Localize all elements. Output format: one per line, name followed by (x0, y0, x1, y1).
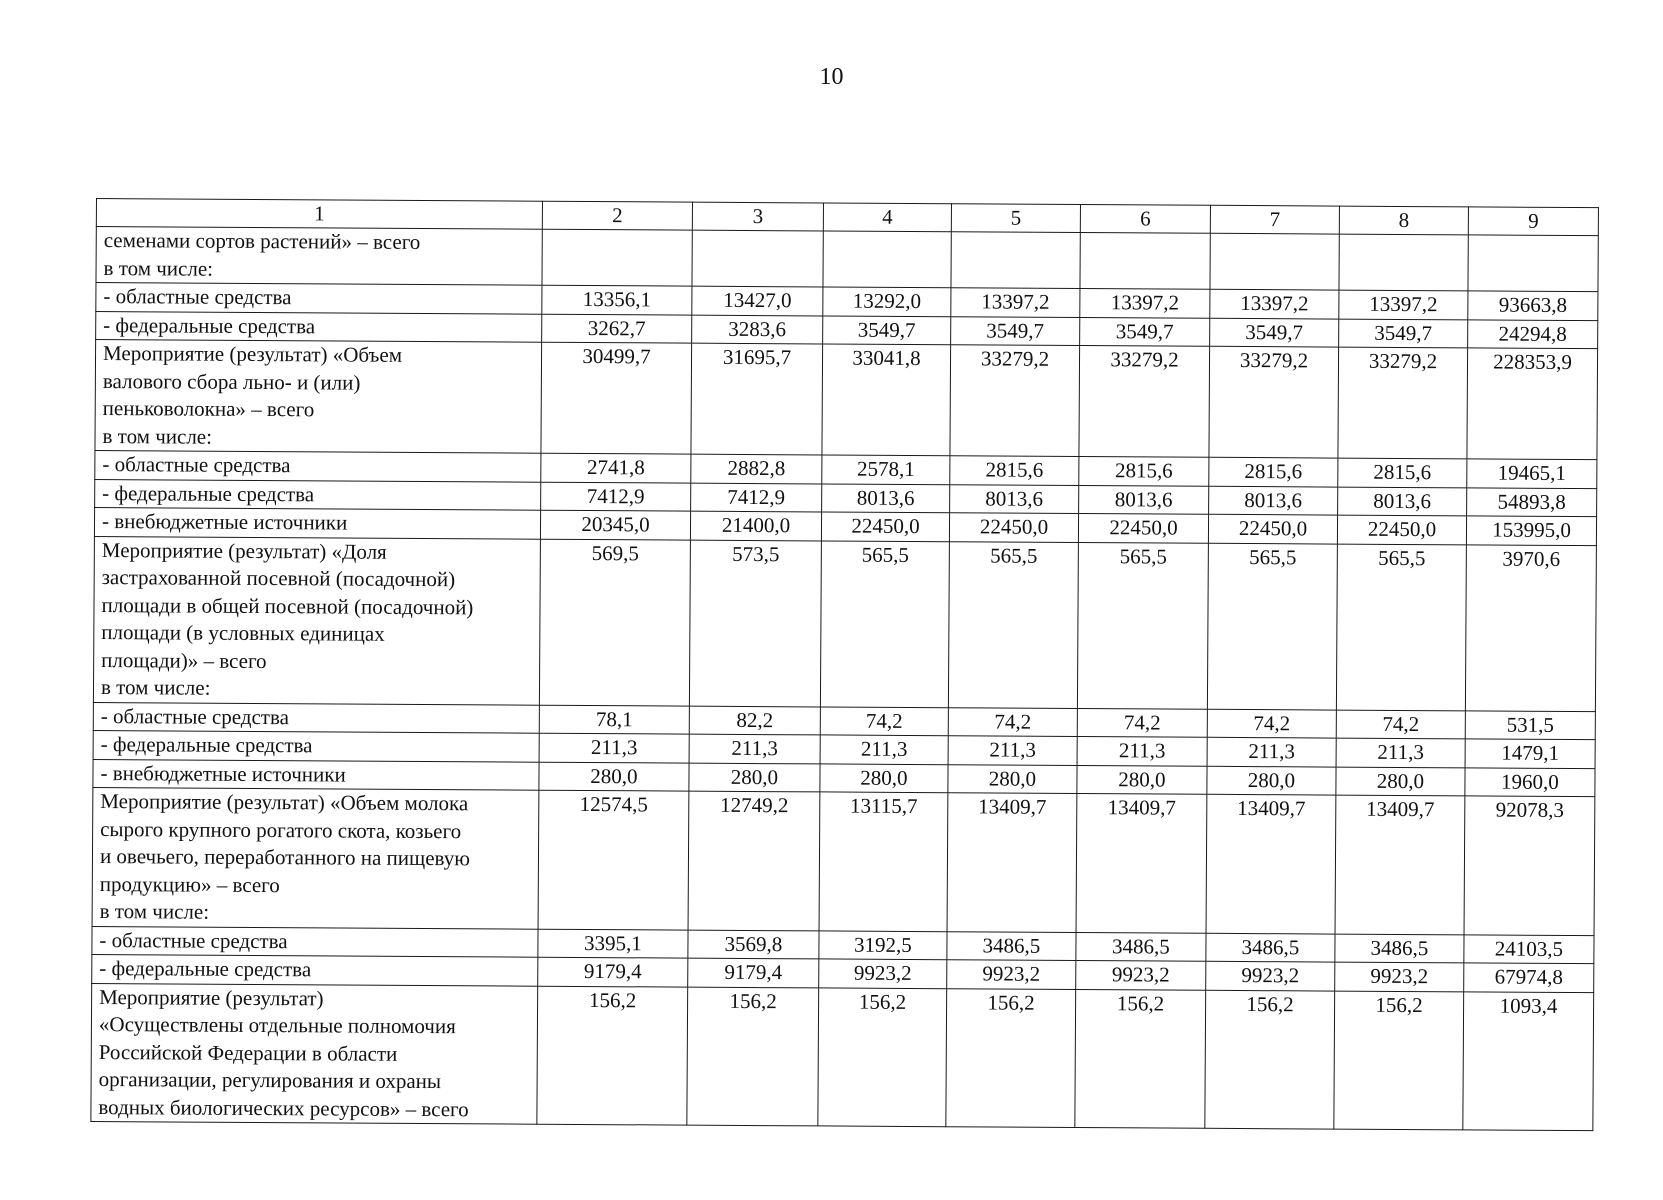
value-cell: 3569,8 (688, 930, 819, 959)
value-cell: 22450,0 (821, 512, 949, 541)
row-label-line: Мероприятие (результат) «Объем (102, 341, 403, 367)
row-label-line: Мероприятие (результат) «Доля (101, 537, 387, 564)
row-label-line: в том числе: (99, 899, 210, 924)
value-cell (1210, 233, 1339, 290)
value-cell: 74,2 (1336, 710, 1465, 739)
value-cell: 19465,1 (1467, 459, 1597, 488)
activity-row (96, 227, 1598, 292)
row-label-cell (92, 787, 539, 928)
value-cell: 13397,2 (1339, 290, 1468, 319)
value-cell: 569,5 (539, 539, 690, 706)
row-label-line: сырого крупного рогатого скота, козьего (100, 816, 462, 843)
row-label-line: организации, регулирования и охраны (98, 1067, 442, 1094)
row-label-cell (95, 479, 541, 510)
value-cell: 9923,2 (947, 960, 1076, 989)
value-cell: 1960,0 (1465, 767, 1595, 796)
value-cell: 280,0 (948, 764, 1077, 793)
value-cell: 211,3 (1336, 738, 1465, 767)
row-label-line: - областные средства (102, 452, 291, 478)
value-cell: 8013,6 (1209, 486, 1338, 515)
value-cell: 31695,7 (691, 343, 823, 455)
value-cell: 565,5 (948, 541, 1078, 708)
value-cell: 33279,2 (1338, 347, 1468, 459)
row-label-line: - областные средства (99, 927, 288, 953)
value-cell (1339, 234, 1468, 291)
column-number-cell: 7 (1210, 205, 1339, 234)
value-cell: 33279,2 (1079, 346, 1210, 458)
column-number-cell: 3 (692, 202, 823, 231)
value-cell: 211,3 (1207, 737, 1336, 766)
row-label-line: и овечьего, переработанного на пищевую (99, 844, 471, 871)
value-cell: 13409,7 (1076, 794, 1207, 933)
row-label-line: Мероприятие (результат) «Объем молока (100, 789, 469, 816)
value-cell: 13292,0 (823, 287, 951, 316)
value-cell (692, 230, 823, 287)
value-cell: 3549,7 (1080, 317, 1210, 346)
row-label-cell (93, 702, 539, 733)
value-cell: 1479,1 (1465, 739, 1595, 768)
activity-row (93, 536, 1596, 711)
value-cell (1080, 233, 1210, 290)
value-cell (1468, 235, 1598, 292)
row-label-line: площади (в условных единицах (101, 620, 385, 646)
value-cell: 13409,7 (947, 793, 1077, 932)
row-label-line: застрахованной посевной (посадочной) (101, 565, 456, 592)
value-cell: 211,3 (820, 735, 948, 764)
row-label-line: в том числе: (100, 675, 211, 700)
value-cell: 156,2 (946, 988, 1076, 1127)
value-cell: 74,2 (1207, 709, 1336, 738)
value-cell: 211,3 (689, 734, 820, 763)
value-cell: 7412,9 (541, 482, 691, 511)
value-cell: 9923,2 (819, 959, 947, 988)
value-cell: 9923,2 (1206, 961, 1335, 990)
value-cell: 156,2 (687, 987, 819, 1126)
value-cell (542, 229, 692, 286)
value-cell: 24103,5 (1464, 934, 1594, 963)
row-label-line: - областные средства (103, 284, 292, 310)
value-cell: 9179,4 (538, 957, 688, 986)
row-label-cell (93, 759, 539, 790)
value-cell: 280,0 (1207, 766, 1336, 795)
value-cell: 2882,8 (691, 454, 822, 483)
row-label-cell (92, 954, 538, 985)
value-cell: 82,2 (689, 706, 820, 735)
value-cell: 13409,7 (1206, 794, 1336, 933)
value-cell: 2578,1 (822, 455, 950, 484)
value-cell: 565,5 (1336, 544, 1466, 711)
row-label-cell (93, 536, 540, 705)
value-cell: 54893,8 (1467, 487, 1597, 516)
value-cell: 13356,1 (542, 285, 692, 314)
value-cell: 156,2 (1075, 989, 1206, 1128)
table-body (91, 199, 1599, 1131)
row-label-cell (93, 730, 539, 761)
activity-row (92, 787, 1595, 935)
value-cell: 2815,6 (1079, 457, 1209, 486)
value-cell: 2815,6 (950, 456, 1079, 485)
column-number-cell: 5 (951, 204, 1080, 233)
value-cell: 22450,0 (949, 513, 1078, 542)
value-cell: 21400,0 (690, 511, 821, 540)
budget-table (90, 198, 1599, 1131)
value-cell: 33279,2 (1209, 346, 1339, 458)
value-cell: 20345,0 (540, 510, 690, 539)
value-cell: 92078,3 (1464, 796, 1595, 935)
value-cell: 2815,6 (1338, 458, 1467, 487)
row-label-line: продукцию» – всего (99, 871, 280, 897)
budget-table-wrapper (90, 198, 1598, 1131)
value-cell: 153995,0 (1466, 516, 1596, 545)
value-cell: 3549,7 (823, 315, 951, 344)
value-cell: 565,5 (1077, 542, 1208, 709)
row-label-line: площади в общей посевной (посадочной) (101, 592, 474, 619)
value-cell: 33041,8 (822, 344, 951, 456)
value-cell: 3549,7 (951, 316, 1080, 345)
value-cell: 67974,8 (1464, 963, 1594, 992)
value-cell: 13397,2 (1080, 289, 1210, 318)
row-label-line: в том числе: (102, 423, 213, 449)
row-label-line: - областные средства (100, 703, 290, 729)
row-label-cell (96, 283, 542, 314)
value-cell: 3192,5 (819, 930, 947, 959)
row-label-line: - федеральные средства (103, 312, 316, 338)
row-label-line: - внебюджетные источники (100, 760, 346, 787)
value-cell: 3549,7 (1210, 318, 1339, 347)
value-cell: 211,3 (948, 736, 1077, 765)
value-cell: 74,2 (948, 707, 1077, 736)
value-cell: 280,0 (1336, 767, 1465, 796)
value-cell: 9179,4 (688, 958, 819, 987)
value-cell: 156,2 (818, 987, 947, 1126)
value-cell: 156,2 (537, 986, 688, 1125)
value-cell: 8013,6 (822, 483, 950, 512)
value-cell: 22450,0 (1337, 515, 1466, 544)
row-label-cell (94, 507, 540, 538)
value-cell: 13409,7 (1335, 795, 1465, 934)
row-label-cell (95, 450, 541, 481)
row-label-cell (92, 926, 538, 957)
value-cell: 78,1 (539, 705, 689, 734)
value-cell: 13397,2 (1210, 289, 1339, 318)
row-label-cell (91, 983, 538, 1124)
value-cell: 228353,9 (1467, 348, 1598, 460)
row-label-cell (96, 227, 542, 286)
value-cell: 2815,6 (1209, 457, 1338, 486)
value-cell: 9923,2 (1076, 960, 1206, 989)
activity-row (91, 983, 1594, 1131)
value-cell: 280,0 (1077, 765, 1207, 794)
value-cell: 2741,8 (541, 453, 691, 482)
page-number: 10 (819, 64, 844, 90)
row-label-line: - федеральные средства (102, 480, 315, 506)
value-cell: 13115,7 (819, 792, 948, 931)
value-cell: 156,2 (1334, 991, 1464, 1130)
value-cell: 8013,6 (1338, 487, 1467, 516)
value-cell: 1093,4 (1463, 991, 1594, 1130)
value-cell: 74,2 (820, 706, 948, 735)
value-cell: 211,3 (1077, 737, 1207, 766)
value-cell: 12574,5 (538, 790, 689, 929)
value-cell: 565,5 (1207, 543, 1337, 710)
row-label-line: в том числе: (103, 255, 214, 281)
value-cell: 3970,6 (1465, 544, 1596, 711)
row-label-line: семенами сортов растений» – всего (103, 228, 421, 254)
value-cell (951, 232, 1080, 289)
value-cell: 22450,0 (1208, 514, 1337, 543)
row-label-line: Российской Федерации в области (98, 1039, 398, 1066)
row-label-cell (96, 311, 542, 342)
value-cell: 93663,8 (1468, 291, 1598, 320)
row-label-line: Мероприятие (результат) (99, 984, 324, 1010)
value-cell: 13397,2 (951, 288, 1080, 317)
value-cell: 24294,8 (1468, 319, 1598, 348)
row-label-line: - федеральные средства (100, 732, 313, 758)
row-label-line: - внебюджетные источники (101, 509, 348, 535)
value-cell: 7412,9 (691, 483, 822, 512)
value-cell: 74,2 (1077, 708, 1207, 737)
value-cell: 22450,0 (1078, 514, 1208, 543)
value-cell: 13427,0 (692, 286, 823, 315)
value-cell: 531,5 (1465, 710, 1595, 739)
value-cell: 3549,7 (1339, 319, 1468, 348)
value-cell: 8013,6 (1079, 485, 1209, 514)
row-label-line: площади)» – всего (101, 647, 267, 673)
value-cell: 3283,6 (692, 315, 823, 344)
row-label-line: водных биологических ресурсов» – всего (98, 1094, 469, 1121)
value-cell: 9923,2 (1335, 962, 1464, 991)
value-cell: 12749,2 (688, 791, 820, 930)
activity-row (95, 340, 1598, 460)
value-cell: 565,5 (820, 540, 949, 707)
value-cell: 573,5 (689, 540, 821, 707)
column-number-cell: 6 (1080, 205, 1210, 234)
column-number-cell: 4 (823, 203, 951, 232)
row-label-line: - федеральные средства (99, 956, 312, 982)
value-cell: 211,3 (539, 733, 689, 762)
column-number-cell: 1 (96, 199, 542, 230)
value-cell: 280,0 (689, 763, 820, 792)
value-cell: 30499,7 (541, 342, 692, 454)
row-label-line: «Осуществлены отдельные полномочия (98, 1012, 456, 1039)
value-cell: 3486,5 (1335, 934, 1464, 963)
row-label-line: пеньковолокна» – всего (102, 396, 315, 422)
value-cell: 3262,7 (542, 314, 692, 343)
column-number-cell: 8 (1339, 206, 1468, 235)
value-cell: 280,0 (820, 763, 948, 792)
value-cell: 156,2 (1205, 990, 1335, 1129)
value-cell: 33279,2 (950, 345, 1080, 457)
value-cell (823, 231, 951, 288)
value-cell: 8013,6 (950, 484, 1079, 513)
value-cell: 3486,5 (947, 931, 1076, 960)
column-number-cell: 2 (542, 201, 692, 230)
row-label-cell (95, 340, 542, 454)
value-cell: 280,0 (539, 762, 689, 791)
value-cell: 3395,1 (538, 929, 688, 958)
row-label-line: валового сбора льно- и (или) (102, 368, 361, 395)
column-number-cell: 9 (1468, 207, 1598, 236)
value-cell: 3486,5 (1206, 933, 1335, 962)
value-cell: 3486,5 (1076, 932, 1206, 961)
